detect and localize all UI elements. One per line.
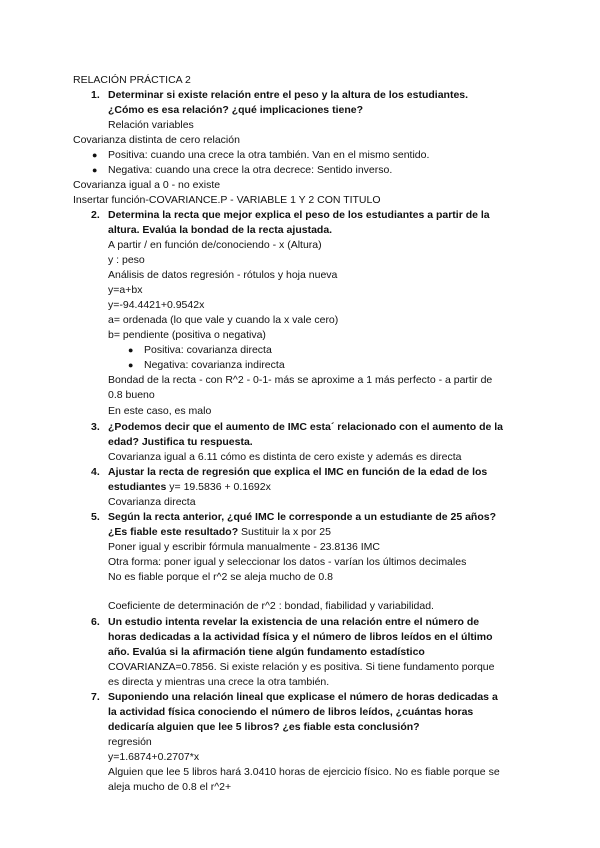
q6-answer-2: es directa y mientras una crece la otra también. xyxy=(108,676,330,688)
bullet-icon: ● xyxy=(128,345,134,355)
q7-number: 7. xyxy=(91,691,100,703)
q1-note: Relación variables xyxy=(108,119,194,131)
insertar-funcion: Insertar función-COVARIANCE.P - VARIABLE 1 Y 2 CON TITULO xyxy=(73,194,381,206)
cov-distinta: Covarianza distinta de cero relación xyxy=(73,134,240,146)
bullet-icon: ● xyxy=(128,360,134,370)
q1-number: 1. xyxy=(91,89,100,101)
q2-line1: Determina la recta que mejor explica el peso de los estudiantes a partir de la xyxy=(108,209,490,221)
q7-answer-3: Alguien que lee 5 libros hará 3.0410 horas de ejercicio físico. No es fiable porque se xyxy=(108,766,500,778)
q5-answer-1: Poner igual y escribir fórmula manualmente - 23.8136 IMC xyxy=(108,541,380,553)
q5-answer-4: Coeficiente de determinación de r^2 : bondad, fiabilidad y variabilidad. xyxy=(108,600,434,612)
q4-line2-answer: y= 19.5836 + 0.1692x xyxy=(166,481,271,493)
q4-line2: estudiantes xyxy=(108,481,167,493)
q3-line2: edad? Justifica tu respuesta. xyxy=(108,436,253,448)
q5-number: 5. xyxy=(91,511,100,523)
q2-answer-8: Bondad de la recta - con R^2 - 0-1- más se aproxime a 1 más perfecto - a partir de xyxy=(108,374,493,386)
q7-line2: la actividad física conociendo el número de libros leídos, ¿cuántas horas xyxy=(108,706,474,718)
q5-line2: ¿Es fiable este resultado? xyxy=(108,526,239,538)
bullet-positiva: Positiva: cuando una crece la otra también. Van en el mismo sentido. xyxy=(108,149,430,161)
q5-line2-answer: Sustituir la x por 25 xyxy=(238,526,331,538)
q2-answer-6: a= ordenada (lo que vale y cuando la x vale cero) xyxy=(108,314,339,326)
q2-answer-1: A partir / en función de/conociendo - x (Altura) xyxy=(108,239,322,251)
q2-answer-3: Análisis de datos regresión - rótulos y hoja nueva xyxy=(108,269,338,281)
q5-answer-3: No es fiable porque el r^2 se aleja mucho de 0.8 xyxy=(108,571,333,583)
q2-sub-positiva: Positiva: covarianza directa xyxy=(144,344,272,356)
q1-line1: Determinar si existe relación entre el peso y la altura de los estudiantes. xyxy=(108,89,469,101)
q1-line2: ¿Cómo es esa relación? ¿qué implicaciones tiene? xyxy=(108,104,363,116)
q4-answer-1: Covarianza directa xyxy=(108,496,196,508)
q4-number: 4. xyxy=(91,466,100,478)
q2-answer-2: y : peso xyxy=(108,254,145,266)
q5-line1: Según la recta anterior, ¿qué IMC le corresponde a un estudiante de 25 años? xyxy=(108,511,497,523)
q4-line2-wrap xyxy=(108,481,271,494)
q2-sub-negativa: Negativa: covarianza indirecta xyxy=(144,359,285,371)
q2-answer-4: y=a+bx xyxy=(108,284,143,296)
q7-answer-2: y=1.6874+0.2707*x xyxy=(108,751,200,763)
q4-line1: Ajustar la recta de regresión que explica el IMC en función de la edad de los xyxy=(108,466,488,478)
q6-line1: Un estudio intenta revelar la existencia de una relación entre el número de xyxy=(108,616,480,628)
q7-answer-4: aleja mucho de 0.8 el r^2+ xyxy=(108,781,232,793)
q7-line3: dedicaría alguien que lee 5 libros? ¿es fiable esta conclusión? xyxy=(108,721,420,733)
q2-answer-5: y=-94.4421+0.9542x xyxy=(108,299,205,311)
cov-cero: Covarianza igual a 0 - no existe xyxy=(73,179,221,191)
q3-number: 3. xyxy=(91,421,100,433)
q5-line2-wrap xyxy=(108,526,331,539)
q3-line1: ¿Podemos decir que el aumento de IMC esta´ relacionado con el aumento de la xyxy=(108,421,504,433)
bullet-icon: ● xyxy=(92,150,98,160)
q2-answer-10: En este caso, es malo xyxy=(108,405,212,417)
q6-line3: año. Evalúa si la afirmación tiene algún fundamento estadístico xyxy=(108,646,425,658)
q5-answer-2: Otra forma: poner igual y seleccionar los datos - varían los últimos decimales xyxy=(108,556,467,568)
q7-answer-1: regresión xyxy=(108,736,152,748)
doc-title: RELACIÓN PRÁCTICA 2 xyxy=(73,74,191,86)
bullet-negativa: Negativa: cuando una crece la otra decrece: Sentido inverso. xyxy=(108,164,393,176)
q6-answer-1: COVARIANZA=0.7856. Si existe relación y es positiva. Si tiene fundamento porque xyxy=(108,661,495,673)
q2-answer-9: 0.8 bueno xyxy=(108,389,155,401)
bullet-icon: ● xyxy=(92,165,98,175)
q2-line2: altura. Evalúa la bondad de la recta ajustada. xyxy=(108,224,333,236)
q3-answer-1: Covarianza igual a 6.11 cómo es distinta de cero existe y además es directa xyxy=(108,451,462,463)
q2-number: 2. xyxy=(91,209,100,221)
q7-line1: Suponiendo una relación lineal que explicase el número de horas dedicadas a xyxy=(108,691,498,703)
q6-number: 6. xyxy=(91,616,100,628)
q2-answer-7: b= pendiente (positiva o negativa) xyxy=(108,329,266,341)
q6-line2: horas dedicadas a la actividad física y el número de libros leídos en el último xyxy=(108,631,493,643)
